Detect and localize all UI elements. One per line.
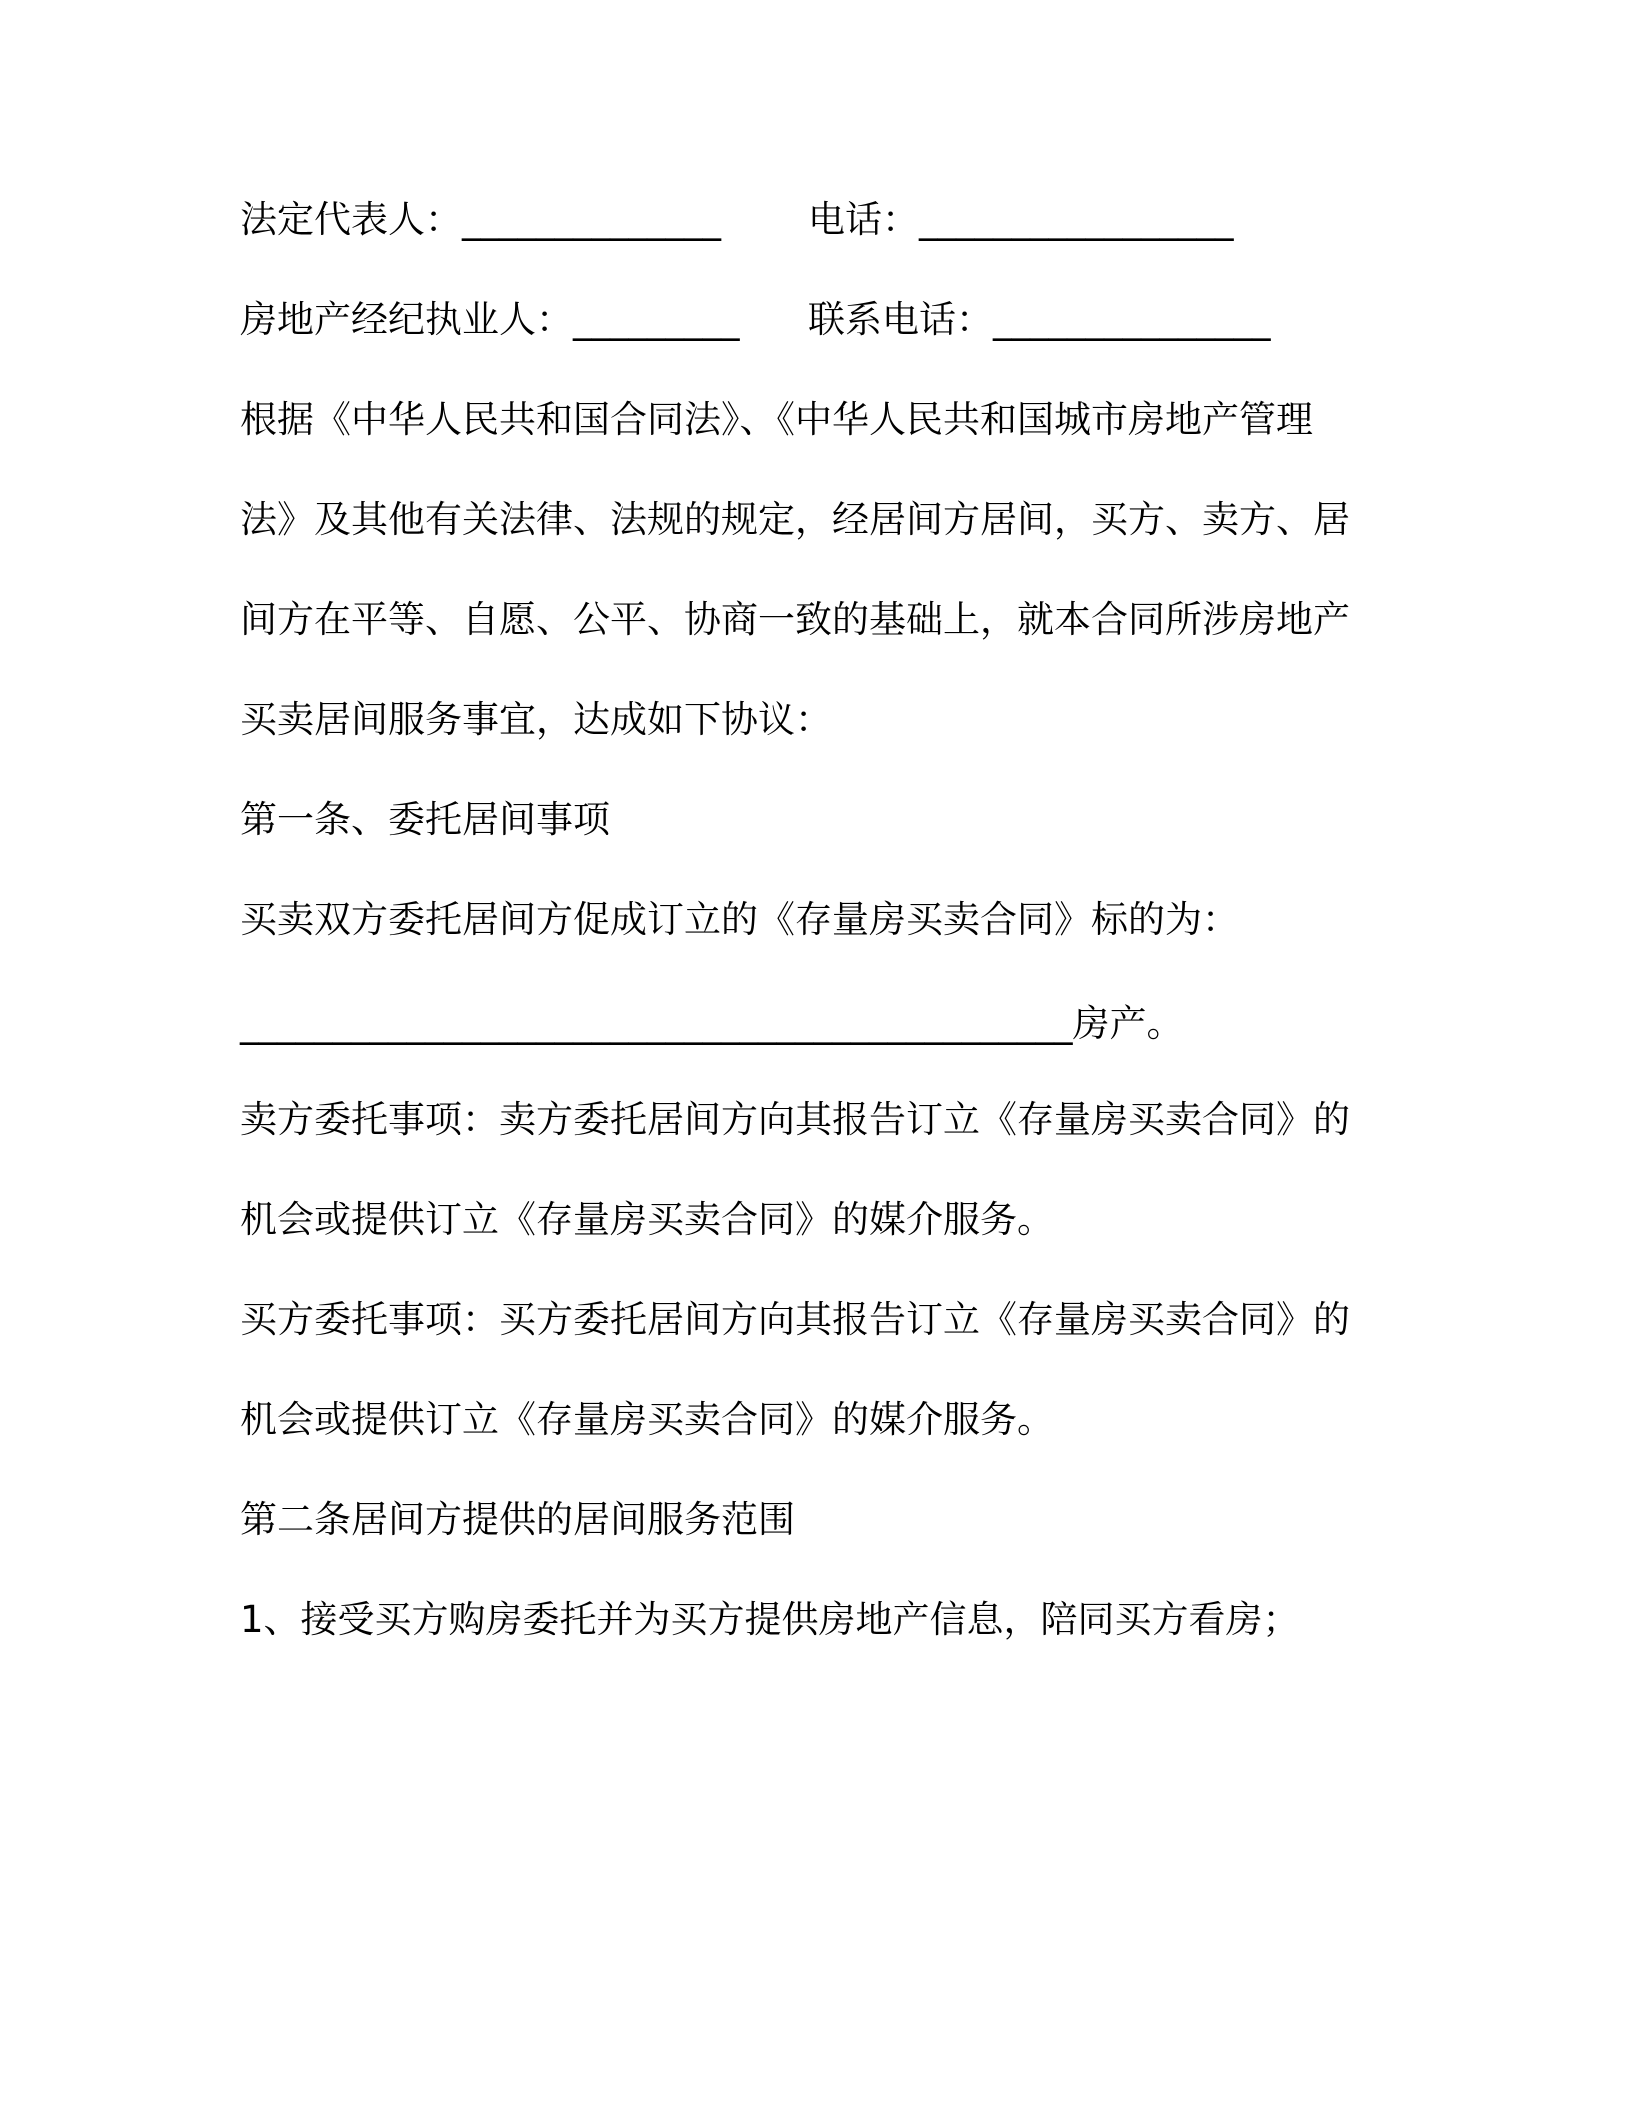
article1-intro: 买卖双方委托居间方促成订立的《存量房买卖合同》标的为： <box>240 898 1239 941</box>
phone-label: 电话： <box>808 198 919 241</box>
preamble-line-3: 间方在平等、自愿、公平、协商一致的基础上，就本合同所涉房地产 <box>240 598 1350 641</box>
legal-rep-label: 法定代表人： <box>240 198 462 241</box>
property-suffix: 房产。 <box>1072 1002 1184 1045</box>
property-blank: _____________________________________________ <box>240 1002 1073 1045</box>
buyer-entrust-line-1: 买方委托事项：买方委托居间方向其报告订立《存量房买卖合同》的 <box>240 1298 1350 1341</box>
legal-rep-row <box>240 196 1234 244</box>
article2-title: 第二条居间方提供的居间服务范围 <box>240 1498 795 1541</box>
preamble-line-2: 法》及其他有关法律、法规的规定，经居间方居间，买方、卖方、居 <box>240 498 1350 541</box>
contact-phone-label: 联系电话： <box>808 298 993 341</box>
article1-title: 第一条、委托居间事项 <box>240 798 610 841</box>
article2-item-1: 1、接受买方购房委托并为买方提供房地产信息，陪同买方看房； <box>240 1598 1300 1641</box>
seller-entrust-line-1: 卖方委托事项：卖方委托居间方向其报告订立《存量房买卖合同》的 <box>240 1098 1350 1141</box>
phone-field <box>808 196 1234 244</box>
property-line <box>240 1000 1184 1048</box>
broker-label: 房地产经纪执业人： <box>240 298 573 341</box>
contact-phone-blank: _______________ <box>993 298 1271 341</box>
broker-row <box>240 296 1271 344</box>
seller-entrust-line-2: 机会或提供订立《存量房买卖合同》的媒介服务。 <box>240 1198 1054 1241</box>
contact-phone-field <box>808 296 1271 344</box>
preamble-line-4: 买卖居间服务事宜，达成如下协议： <box>240 698 832 741</box>
broker-blank: _________ <box>573 298 740 341</box>
buyer-entrust-line-2: 机会或提供订立《存量房买卖合同》的媒介服务。 <box>240 1398 1054 1441</box>
legal-rep-blank: ______________ <box>462 198 721 241</box>
phone-blank: _________________ <box>919 198 1234 241</box>
preamble-line-1: 根据《中华人民共和国合同法》、《中华人民共和国城市房地产管理 <box>240 398 1313 441</box>
